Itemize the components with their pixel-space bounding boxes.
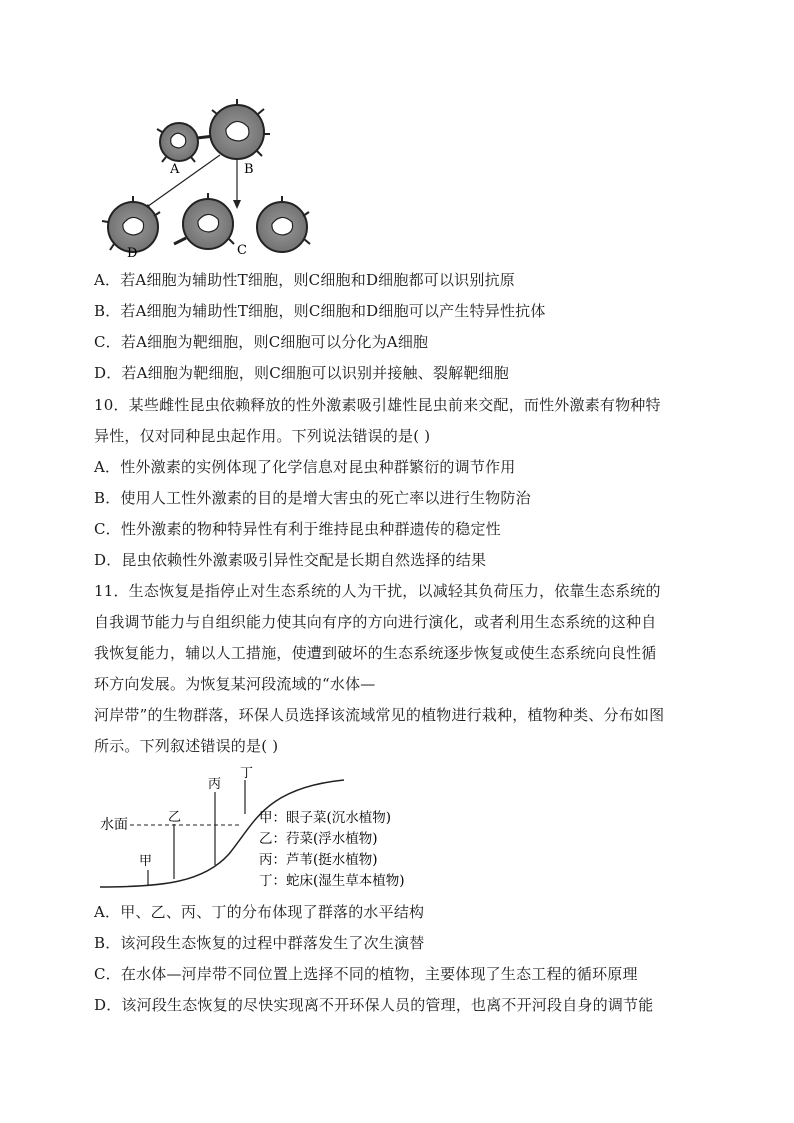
plant-ding-label: 丁	[240, 766, 254, 781]
q10-option-b: B．使用人工性外激素的目的是增大害虫的死亡率以进行生物防治	[94, 489, 531, 507]
immune-cells-figure	[96, 94, 326, 264]
cell-a	[157, 123, 198, 162]
q10-stem-line-1: 10．某些雌性昆虫依赖释放的性外激素吸引雄性昆虫前来交配，而性外激素有物种特	[94, 396, 661, 414]
q10-option-c: C．性外激素的物种特异性有利于维持昆虫种群遗传的稳定性	[94, 520, 501, 538]
q11-option-a: A．甲、乙、丙、丁的分布体现了群落的水平结构	[94, 903, 425, 921]
legend-ding: 丁：蛇床(湿生草本植物)	[259, 873, 405, 889]
legend-bing: 丙：芦苇(挺水植物)	[259, 852, 378, 868]
water-surface-label: 水面	[100, 817, 128, 833]
cell-b	[210, 99, 270, 159]
q9-option-a: A．若A细胞为辅助性T细胞，则C细胞和D细胞都可以识别抗原	[94, 271, 515, 289]
plant-jia-label: 甲	[139, 854, 153, 869]
q10-option-d: D．昆虫依赖性外激素吸引异性交配是长期自然选择的结果	[94, 551, 487, 569]
plant-yi-label: 乙	[168, 810, 182, 825]
legend-jia: 甲：眼子菜(沉水植物)	[259, 810, 392, 826]
legend-yi: 乙：荇菜(浮水植物)	[259, 831, 378, 847]
q11-stem-line-1: 11．生态恢复是指停止对生态系统的人为干扰，以减轻其负荷压力，依靠生态系统的	[94, 582, 661, 600]
q10-stem-line-2: 异性，仅对同种昆虫起作用。下列说法错误的是( )	[94, 427, 431, 445]
label-d: D	[127, 246, 138, 261]
q11-stem-line-3: 我恢复能力，辅以人工措施，使遭到破坏的生态系统逐步恢复或使生态系统向良性循	[94, 644, 657, 662]
cell-c-middle	[174, 193, 234, 249]
q11-stem-line-6: 所示。下列叙述错误的是( )	[94, 737, 279, 755]
q11-stem-line-2: 自我调节能力与自组织能力使其向有序的方向进行演化，或者利用生态系统的这种自	[94, 613, 657, 631]
riparian-plants-figure	[94, 766, 434, 896]
q9-option-d: D．若A细胞为靶细胞，则C细胞可以识别并接触、裂解靶细胞	[94, 364, 509, 382]
q11-option-b: B．该河段生态恢复的过程中群落发生了次生演替	[94, 934, 425, 952]
q11-stem-line-5: 河岸带”的生物群落，环保人员选择该流域常见的植物进行栽种，植物种类、分布如图	[94, 706, 665, 724]
q9-option-c: C．若A细胞为靶细胞，则C细胞可以分化为A细胞	[94, 333, 429, 351]
q11-option-c: C．在水体—河岸带不同位置上选择不同的植物，主要体现了生态工程的循环原理	[94, 965, 638, 983]
q11-stem-line-4: 环方向发展。为恢复某河段流域的“水体—	[94, 675, 376, 693]
cell-c-right	[257, 196, 310, 252]
q11-option-d: D．该河段生态恢复的尽快实现离不开环保人员的管理，也离不开河段自身的调节能	[94, 996, 654, 1014]
label-b: B	[244, 162, 254, 177]
q9-option-b: B．若A细胞为辅助性T细胞，则C细胞和D细胞可以产生特异性抗体	[94, 302, 546, 320]
q10-option-a: A．性外激素的实例体现了化学信息对昆虫种群繁衍的调节作用	[94, 458, 516, 476]
label-c: C	[237, 243, 247, 258]
label-a: A	[170, 162, 180, 177]
plant-bing-label: 丙	[208, 777, 222, 792]
